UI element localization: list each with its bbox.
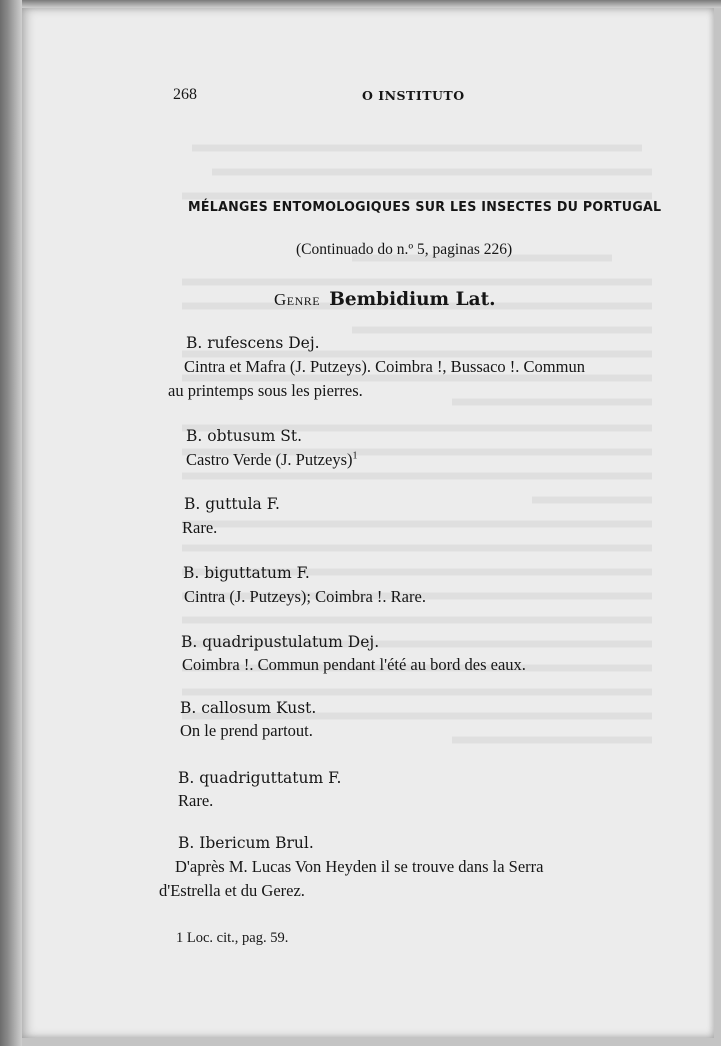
- species-description-line: Rare.: [178, 791, 214, 810]
- species-description-line: Rare.: [182, 518, 218, 537]
- page-number: 268: [173, 86, 197, 103]
- genre-heading: [274, 289, 496, 310]
- species-description: [180, 719, 313, 743]
- species-description: [168, 355, 585, 403]
- species-description-line: Cintra et Mafra (J. Putzeys). Coimbra !, Bussaco !. Commun: [184, 357, 585, 376]
- species-description: [184, 585, 426, 609]
- species-name: B. guttula F.: [184, 495, 280, 513]
- species-description-line: d'Estrella et du Gerez.: [159, 881, 305, 900]
- species-description: [186, 448, 358, 472]
- species-name: B. quadripustulatum Dej.: [181, 633, 380, 651]
- species-description: [159, 855, 544, 903]
- genre-label: Genre: [274, 290, 321, 309]
- species-description: [182, 653, 526, 677]
- article-title: MÉLANGES ENTOMOLOGIQUES SUR LES INSECTES DU PORTUGAL: [188, 199, 662, 215]
- footnote: [176, 930, 288, 947]
- genre-name: Bembidium Lat.: [329, 289, 496, 310]
- top-edge-shadow: [0, 0, 721, 8]
- species-description-line: au printemps sous les pierres.: [168, 381, 363, 400]
- species-description-line: Coimbra !. Commun pendant l'été au bord des eaux.: [182, 655, 526, 674]
- species-description-line: Cintra (J. Putzeys); Coimbra !. Rare.: [184, 587, 426, 606]
- species-description-line: D'après M. Lucas Von Heyden il se trouve dans la Serra: [175, 857, 544, 876]
- running-head: O INSTITUTO: [362, 88, 465, 103]
- species-name: B. biguttatum F.: [183, 564, 310, 582]
- continuation-note: (Continuado do n.º 5, paginas 226): [296, 241, 513, 258]
- footnote-text: Loc. cit., pag. 59.: [186, 930, 289, 946]
- book-page: [22, 8, 714, 1038]
- book-spine-shadow: [0, 0, 22, 1046]
- species-description: [178, 789, 213, 813]
- species-description-line: Castro Verde (J. Putzeys): [186, 450, 353, 469]
- species-description-line: On le prend partout.: [180, 721, 313, 740]
- species-name: B. callosum Kust.: [180, 699, 317, 717]
- species-description: [182, 516, 217, 540]
- species-name: B. quadriguttatum F.: [178, 769, 342, 787]
- footnote-reference: 1: [352, 450, 358, 462]
- species-name: B. Ibericum Brul.: [178, 834, 314, 852]
- species-name: B. rufescens Dej.: [186, 334, 320, 352]
- species-name: B. obtusum St.: [186, 427, 303, 445]
- footnote-marker: 1: [176, 930, 184, 946]
